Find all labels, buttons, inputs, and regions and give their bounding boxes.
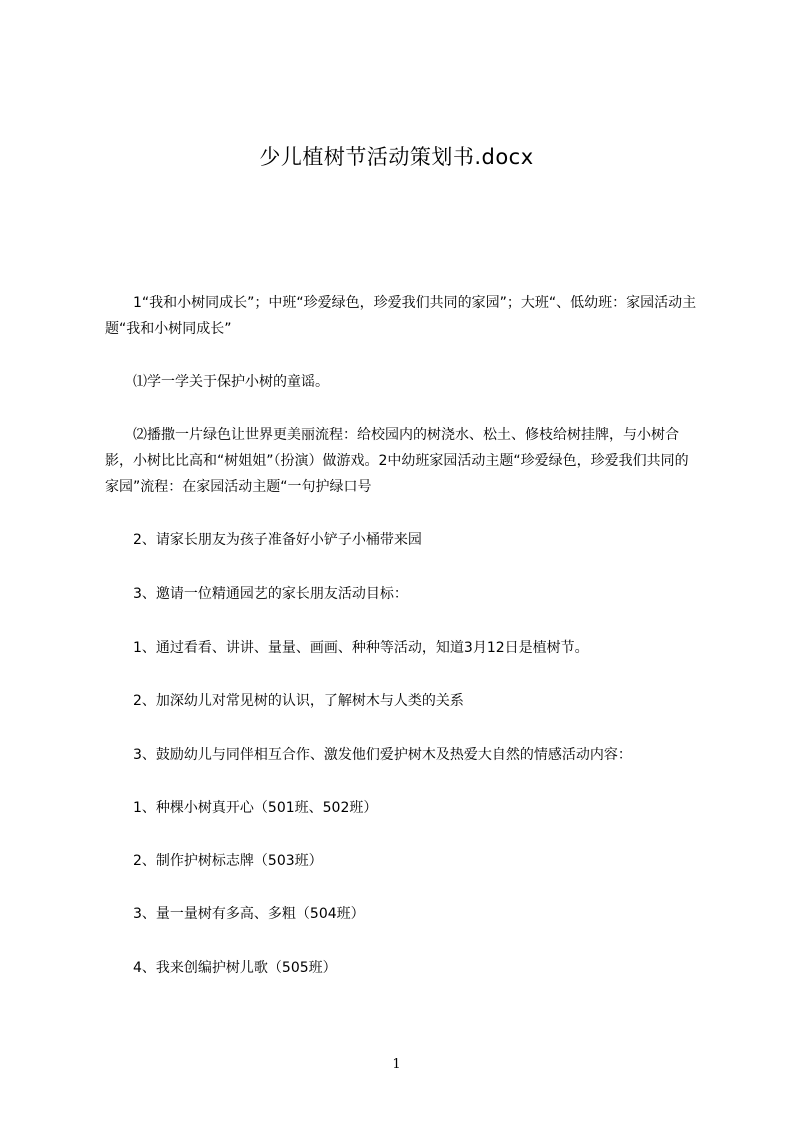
paragraph: ⑴学一学关于保护小树的童谣。 [133,374,329,390]
paragraph: 3、邀请一位精通园艺的家长朋友活动目标： [133,586,408,602]
paragraph: 2、加深幼儿对常见树的认识，了解树木与人类的关系 [133,693,464,709]
paragraph: 2、制作护树标志牌（503班） [133,853,323,869]
paragraph: 1、通过看看、讲讲、量量、画画、种种等活动，知道3月12日是植树节。 [133,640,589,656]
paragraph: 1“我和小树同成长”；中班“珍爱绿色，珍爱我们共同的家园”；大班“、低幼班：家园活动主题“我和小树同成长” [105,295,697,337]
page-number: 1 [392,1057,401,1072]
paragraph: 1、种棵小树真开心（501班、502班） [133,800,378,816]
page-title: 少儿植树节活动策划书.docx [259,145,534,169]
paragraph: 4、我来创编护树儿歌（505班） [133,960,337,976]
paragraph: 2、请家长朋友为孩子准备好小铲子小桶带来园 [133,532,422,548]
paragraph: 3、鼓励幼儿与同伴相互合作、激发他们爱护树木及热爱大自然的情感活动内容： [133,747,632,763]
paragraph: ⑵播撒一片绿色让世界更美丽流程：给校园内的树浇水、松土、修枝给树挂牌，与小树合影，小树比比高和“树姐姐”（扮演）做游戏。2中幼班家园活动主题“珍爱绿色，珍爱我们共同的家园”流程：在家园活动主题“一句护绿口号 [105,427,689,495]
paragraph: 3、量一量树有多高、多粗（504班） [133,906,365,922]
